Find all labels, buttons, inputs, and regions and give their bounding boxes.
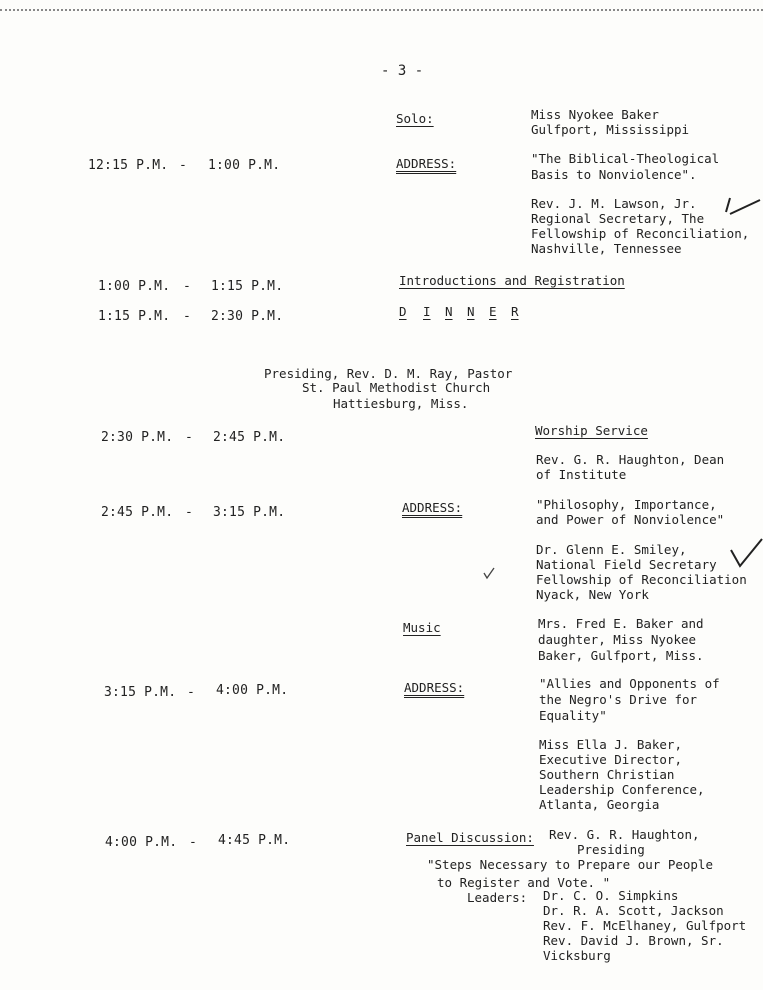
address3-title-line3: Equality" [539,708,607,723]
worship-leader-line1: Rev. G. R. Haughton, Dean [536,452,725,467]
address3-speaker-line4: Leadership Conference, [539,782,705,797]
dinner-letter: I [423,304,431,319]
address2-label: ADDRESS: [402,500,463,515]
dinner-letter: N [445,304,453,319]
music-label: Music [403,620,441,635]
address1-speaker-line2: Regional Secretary, The [531,211,705,226]
address2-time-end: 3:15 P.M. [213,505,286,520]
panel-leaders-label: Leaders: [467,890,528,905]
address1-dash: - [179,158,188,173]
presiding-line1: Presiding, Rev. D. M. Ray, Pastor [264,366,513,381]
panel-topic-line1: "Steps Necessary to Prepare our People [427,857,713,872]
dinner-letter: N [467,304,475,319]
tick-mark-icon [482,566,496,580]
dinner-letter: E [489,304,497,319]
presiding-line2: St. Paul Methodist Church [302,380,491,395]
panel-label: Panel Discussion: [406,830,534,845]
address2-dash: - [185,505,194,520]
panel-time-start: 4:00 P.M. [105,835,178,850]
panel-topic-line2: to Register and Vote. " [437,875,611,890]
address1-speaker-line1: Rev. J. M. Lawson, Jr. [531,196,697,211]
panel-leader: Dr. C. O. Simpkins [543,888,679,903]
intro-time-start: 1:00 P.M. [98,279,171,294]
worship-leader-line2: of Institute [536,467,627,482]
checkmark-icon [722,192,763,218]
address3-title-line2: the Negro's Drive for [539,692,698,707]
address1-time-start: 12:15 P.M. [88,158,169,173]
address3-title-line1: "Allies and Opponents of [539,676,720,691]
intro-label: Introductions and Registration [399,273,625,288]
dinner-letter: R [511,304,519,319]
checkmark-icon [728,536,763,570]
intro-time-end: 1:15 P.M. [211,279,284,294]
address3-speaker-line2: Executive Director, [539,752,682,767]
address2-speaker-line3: Fellowship of Reconciliation [536,572,747,587]
solo-performer-line1: Miss Nyokee Baker [531,107,659,122]
dinner-dash: - [183,309,192,324]
address3-label: ADDRESS: [404,680,465,695]
worship-time-end: 2:45 P.M. [213,430,286,445]
panel-time-end: 4:45 P.M. [218,833,291,848]
address1-title-line1: "The Biblical-Theological [531,151,720,166]
worship-time-start: 2:30 P.M. [101,430,174,445]
address1-speaker-line3: Fellowship of Reconciliation, [531,226,750,241]
worship-dash: - [185,430,194,445]
address1-label: ADDRESS: [396,156,457,171]
address2-speaker-line1: Dr. Glenn E. Smiley, [536,542,687,557]
panel-dash: - [189,835,198,850]
address2-title-line2: and Power of Nonviolence" [536,512,725,527]
solo-performer-line2: Gulfport, Mississippi [531,122,690,137]
address2-speaker-line4: Nyack, New York [536,587,649,602]
address1-title-line2: Basis to Nonviolence". [531,167,697,182]
worship-label: Worship Service [535,423,648,438]
address3-speaker-line5: Atlanta, Georgia [539,797,660,812]
address3-speaker-line3: Southern Christian [539,767,675,782]
panel-leader: Rev. David J. Brown, Sr. [543,933,724,948]
dinner-time-start: 1:15 P.M. [98,309,171,324]
address3-time-start: 3:15 P.M. [104,685,177,700]
address2-time-start: 2:45 P.M. [101,505,174,520]
page-number: - 3 - [381,63,424,79]
dinner-time-end: 2:30 P.M. [211,309,284,324]
address3-dash: - [187,685,196,700]
address3-speaker-line1: Miss Ella J. Baker, [539,737,682,752]
address3-time-end: 4:00 P.M. [216,683,289,698]
panel-presider-line2: Presiding [577,842,645,857]
panel-leader: Rev. F. McElhaney, Gulfport [543,918,747,933]
music-line2: daughter, Miss Nyokee [538,632,697,647]
address2-title-line1: "Philosophy, Importance, [536,497,717,512]
music-line1: Mrs. Fred E. Baker and [538,616,704,631]
address1-speaker-line4: Nashville, Tennessee [531,241,682,256]
page-top-edge [0,0,763,11]
dinner-letter: D [399,304,407,319]
panel-leader: Dr. R. A. Scott, Jackson [543,903,724,918]
presiding-line3: Hattiesburg, Miss. [333,396,469,411]
panel-presider-line1: Rev. G. R. Haughton, [549,827,700,842]
intro-dash: - [183,279,192,294]
solo-label: Solo: [396,111,434,126]
address2-speaker-line2: National Field Secretary [536,557,717,572]
music-line3: Baker, Gulfport, Miss. [538,648,704,663]
address1-time-end: 1:00 P.M. [208,158,281,173]
panel-leader: Vicksburg [543,948,611,963]
